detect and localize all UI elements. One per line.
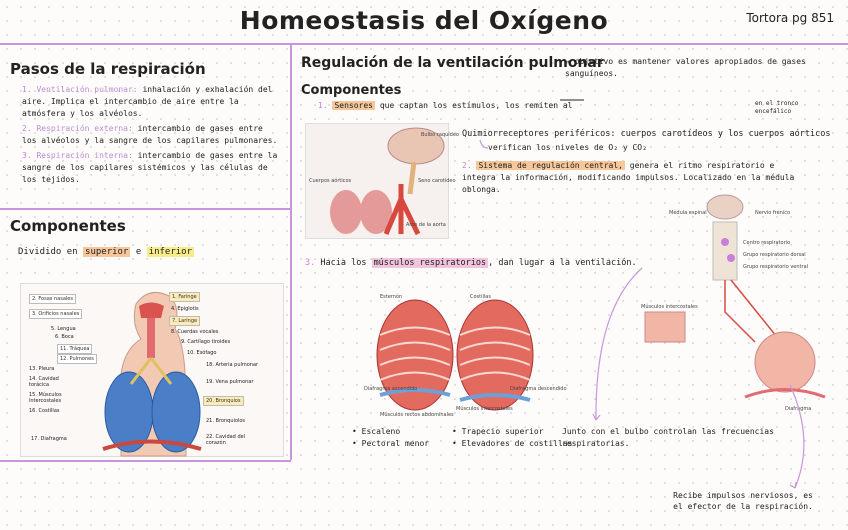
muscles-list-1 xyxy=(352,426,429,450)
anatomy-label-right: 20. Bronquios xyxy=(203,396,244,406)
anatomy-label-right: 8. Cuerdas vocales xyxy=(171,329,219,335)
left-bottom-border xyxy=(0,460,291,462)
division-superior: superior xyxy=(85,247,129,257)
item1-term: Sensores xyxy=(334,101,373,110)
division-inferior: inferior xyxy=(148,247,193,257)
anatomy-label-right: 4. Epiglotis xyxy=(171,306,199,312)
anatomy-label-left: 13. Pleura xyxy=(29,366,55,372)
ribcage-label: Diafragma descendido xyxy=(510,386,567,392)
respiratory-anatomy-figure xyxy=(20,283,284,457)
steps-list xyxy=(22,84,280,186)
anatomy-label-left: 5. Lengua xyxy=(51,326,76,332)
verify-arrow xyxy=(480,140,488,148)
components-heading-right: Componentes xyxy=(301,83,402,98)
muscle-item: • Pectoral menor xyxy=(352,438,429,450)
step-text: intercambio de gases entre los alvéolos y la sangre de los capilares pulmonares. xyxy=(22,124,278,145)
column-divider xyxy=(290,43,292,460)
chemoreceptor-illustration xyxy=(306,124,459,238)
ribcage-illustration xyxy=(360,290,567,420)
muscle-item: • Trapecio superior xyxy=(452,426,572,438)
anatomy-label-left: 2. Fosas nasales xyxy=(29,294,76,304)
reflex-fig-label: Médula espinal xyxy=(669,210,707,216)
anatomy-label-left: 14. Cavidad torácica xyxy=(29,376,59,388)
brain-fig-label: Seno carotídeo xyxy=(418,178,456,184)
item3-number: 3. xyxy=(305,258,316,268)
page-title: Homeostasis del Oxígeno xyxy=(239,6,609,35)
ribcage-label: Costillas xyxy=(470,294,491,300)
anatomy-label-right: 7. Laringe xyxy=(169,316,200,326)
step-number: 1. xyxy=(22,85,32,94)
division-and: e xyxy=(135,247,142,257)
reflex-fig-label: Nervio frénico xyxy=(755,210,791,216)
step-term: Respiración externa: xyxy=(36,124,133,133)
item2-text: genera el ritmo respiratorio e integra la información, modificando impulsos. Localizado en la médula oblonga. xyxy=(462,161,795,194)
left-section-divider xyxy=(0,208,290,210)
division-text xyxy=(18,246,194,260)
division-prefix: Dividido en xyxy=(18,247,78,257)
step-text: inhalación y exhalación del aire. Implica el intercambio de aire entre la atmósfera y los alvéolos. xyxy=(22,85,273,118)
item3-term: músculos respiratorios xyxy=(373,258,487,268)
step-item xyxy=(22,84,280,120)
ribcage-label: Músculos rectos abdominales xyxy=(380,412,454,418)
item-muscles xyxy=(305,257,637,270)
step-item xyxy=(22,150,280,186)
junto-arrowhead xyxy=(593,414,600,420)
regulation-heading: Regulación de la ventilación pulmonar xyxy=(301,55,604,71)
step-term: Respiración interna: xyxy=(36,151,133,160)
muscles-list-2 xyxy=(452,426,572,450)
item3-text: , dan lugar a la ventilación. xyxy=(488,258,637,268)
ribcage-label: Músculos intercostales xyxy=(456,406,513,412)
reflex-fig-label: Grupo respiratorio ventral xyxy=(743,264,809,270)
item2-term: Sistema de regulación central, xyxy=(478,161,623,170)
components-heading-left: Componentes xyxy=(10,217,126,235)
regulation-goal: → objetivo es mantener valores apropiados de gases sanguíneos. xyxy=(565,57,806,78)
anatomy-label-left: 16. Costillas xyxy=(29,408,60,414)
item-sensors xyxy=(318,100,572,112)
reference-label: Tortora pg 851 xyxy=(746,11,834,25)
anatomy-label-right: 21. Bronquiolos xyxy=(206,418,245,424)
ribcage-label: Diafragma ascendido xyxy=(364,386,418,392)
muscle-item: • Escaleno xyxy=(352,426,429,438)
item2-number: 2. xyxy=(462,161,472,170)
muscle-item: • Elevadores de costillas xyxy=(452,438,572,450)
anatomy-label-left: 3. Orificios nasales xyxy=(29,309,82,319)
anatomy-label-left: 17. Diafragma xyxy=(31,436,67,442)
reflex-fig-label: Diafragma xyxy=(785,406,812,412)
item1-number: 1. xyxy=(318,101,328,110)
junto-note: Junto con el bulbo controlan las frecuencias respiratorias. xyxy=(562,427,774,448)
ribcage-label: Esternón xyxy=(380,294,403,300)
chemoreceptor-figure xyxy=(305,123,459,239)
respiratory-center-figure xyxy=(635,192,835,420)
header-divider xyxy=(0,43,848,45)
anatomy-label-right: 9. Cartílago tiroides xyxy=(181,339,231,345)
recibe-arrowhead xyxy=(790,482,796,488)
item1-text: que captan los estímulos, los remiten al xyxy=(379,101,573,110)
respiratory-center-illustration xyxy=(635,192,835,420)
step-text: intercambio de gases entre la sangre de los capilares sistémicos y las células de los tejidos. xyxy=(22,151,278,184)
recibe-note: Recibe impulsos nerviosos, es el efector de la respiración. xyxy=(673,491,813,512)
reflex-fig-label: Grupo respiratorio dorsal xyxy=(743,252,806,258)
verify-text: verifican los niveles de O₂ y CO₂ xyxy=(488,143,647,152)
step-item xyxy=(22,123,280,147)
anatomy-label-left: 11. Tráquea xyxy=(57,344,92,354)
anatomy-label-right: 22. Cavidad del corazón xyxy=(206,434,246,446)
brain-note: en el tronco encefálico xyxy=(755,100,799,115)
step-number: 2. xyxy=(22,124,32,133)
step-number: 3. xyxy=(22,151,32,160)
anatomy-label-right: 18. Arteria pulmonar xyxy=(206,362,259,368)
anatomy-label-left: 15. Músculos intercostales xyxy=(29,392,62,404)
brain-fig-label: Cuerpos aórticos xyxy=(309,178,352,184)
ribcage-figure xyxy=(360,290,567,420)
anatomy-label-left: 12. Pulmones xyxy=(57,354,97,364)
anatomy-label-left: 6. Boca xyxy=(55,334,74,340)
item-central-system xyxy=(462,160,807,196)
brain-fig-label: Bulbo raquídeo xyxy=(421,132,459,138)
steps-heading: Pasos de la respiración xyxy=(10,60,206,78)
item3-prefix: Hacia los xyxy=(320,258,367,268)
anatomy-label-right: 10. Esófago xyxy=(187,350,217,356)
step-term: Ventilación pulmonar: xyxy=(36,85,138,94)
chemoreceptors-text: Quimiorreceptores periféricos: cuerpos carotídeos y los cuerpos aórticos xyxy=(462,129,831,139)
reflex-fig-label: Centro respiratorio xyxy=(743,240,791,246)
anatomy-label-right: 1. Faringe xyxy=(169,292,200,302)
reflex-fig-label: Músculos intercostales xyxy=(641,304,698,310)
brain-fig-label: Arco de la aorta xyxy=(406,222,446,228)
anatomy-label-right: 19. Vena pulmonar xyxy=(206,379,254,385)
